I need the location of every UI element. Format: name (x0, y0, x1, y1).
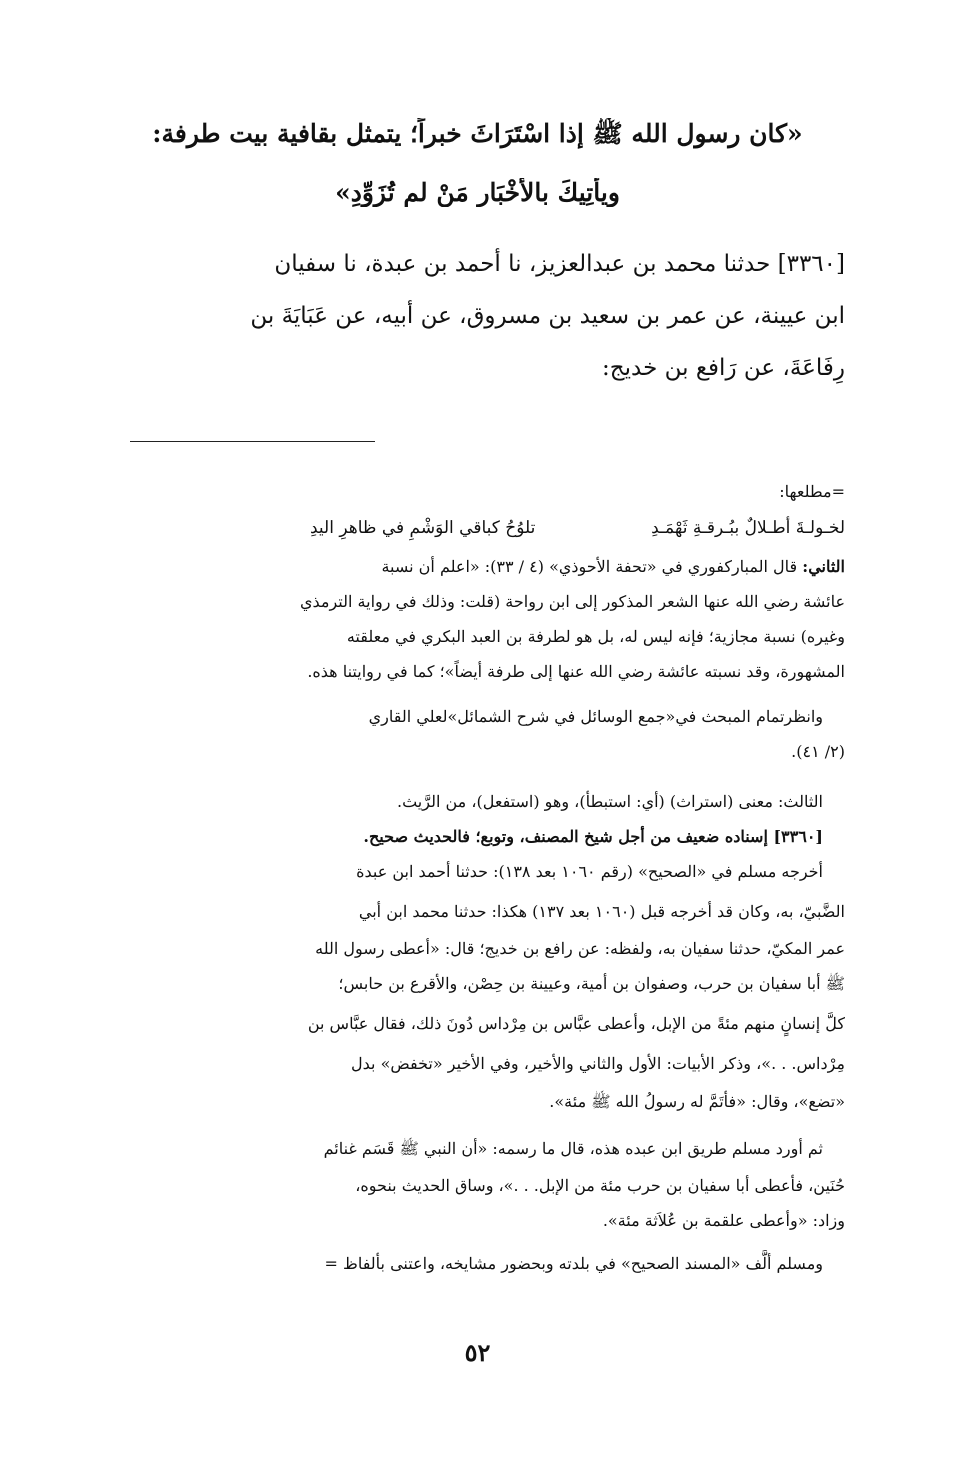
takhrij-line: ﷺ أبا سفيان بن حرب، وصفوان بن أمية، وعيينة بن حِصْن، والأقرع بن حابس؛ (338, 974, 845, 993)
grading-note: [٣٣٦٠] إسناده ضعيف من أجل شيخ المصنف، وتوبع؛ فالحديث صحيح. (363, 827, 823, 846)
second-route-line: ثم أورد مسلم طريق ابن عبده هذه، قال ما رسمه: «أن النبي ﷺ قَسَم غنائم (323, 1139, 823, 1158)
footnote-second (100, 553, 845, 581)
second-label: الثاني: (802, 557, 845, 576)
verse-second-half: تلوُحُ كباقي الوَشْمِ في ظاهرِ اليدِ (310, 518, 536, 538)
footnote-line: (٢/ ٤١). (791, 742, 845, 761)
takhrij-line: كلَّ إنسانٍ منهم مئةً من الإبل، وأعطى عبَّاس بن مِرْداس دُونَ ذلك، فقال عبَّاس بن (307, 1014, 845, 1033)
footnote-line: وانظرتمام المبحث في«جمع الوسائل في شرح الشمائل»لعلي القاري (368, 707, 823, 726)
heading-line-2: ويأْتِيكَ بالأَخْبَارِ مَنْ لم تُزَوِّدِ» (335, 178, 620, 207)
takhrij-line: عمر المكيّ، حدثنا سفيان به، ولفظه: عن رافع بن خديج؛ قال: «أعطى رسول الله (315, 939, 845, 958)
closing-line: ومسلم ألَّف «المسند الصحيح» في بلدته وبحضور مشايخه، واعتنى بألفاظ = (324, 1254, 823, 1273)
takhrij-line: «تضع»، وقال: «فأتَمَّ له رسولُ الله ﷺ مئة». (549, 1092, 845, 1111)
hadith-line: [٣٣٦٠] حدثنا محمد بن عبدالعزيز، نا أحمد بن عبدة، نا سفيان (274, 251, 845, 277)
page-number: ٥٢ (464, 1338, 491, 1367)
footnote-line: وغيره) نسبة مجازية؛ فإنه ليس له، بل هو لطرفة بن العبد البكري في معلقته (346, 627, 845, 646)
footnote-separator (130, 441, 375, 442)
verse-first-half: لخـولـةَ أطـلالٌ ببُـرقـةِ ثَهْمَـدِ (651, 518, 845, 538)
hadith-line: رِفَاعَةَ، عن رَافع بن خديج: (602, 355, 845, 381)
footnote-third (100, 788, 845, 816)
second-route-line: حُنَين، فأعطى أبا سفيان بن حرب مئة من الإبل. . .»، وساق الحديث بنحوه، (355, 1176, 845, 1195)
hadith-text (110, 238, 845, 394)
footnote-line: المشهورة، وقد نسبته عائشة رضي الله عنها إلى طرفة أيضاً»؛ كما في روايتنا هذه. (307, 662, 845, 681)
takhrij-line: مِرْداس. . .»، وذكر الأبيات: الأول والثاني والأخير، وفي الأخير «تخفض» بدل (351, 1054, 845, 1073)
footnote-continuation: =مطلعها: (779, 482, 845, 501)
hadith-line: ابن عيينة، عن عمر بن سعيد بن مسروق، عن أبيه، عن عَبَايَةَ بن (250, 303, 845, 329)
heading-line-1: «كان رسول الله ﷺ إذا اسْتَرَاثَ خبراً؛ يتمثل بقافية بيت طرفة: (152, 119, 803, 148)
third-text: معنى (استراث) (أي: استبطأ)، وهو (استفعل)، من الرَّيث. (397, 792, 773, 811)
footnote-line: عائشة رضي الله عنها الشعر المذكور إلى ابن رواحة (قلت: وذلك في رواية الترمذي (299, 592, 845, 611)
takhrij-line: الضَّبيّ، به، وكان قد أخرجه قبل (١٠٦٠ بعد ١٣٧) هكذا: حدثنا محمد ابن أبي (358, 902, 845, 921)
second-text: قال المباركفوري في «تحفة الأحوذي» (٤ / ٣٣): «اعلم أن نسبة (381, 557, 798, 576)
third-label: الثالث: (778, 792, 823, 811)
takhrij-line: أخرجه مسلم في «الصحيح» (رقم ١٠٦٠ بعد ١٣٨): حدثنا أحمد ابن عبدة (356, 862, 823, 881)
second-route-line: وزاد: «وأعطى علقمة بن عُلاَثة مئة». (602, 1211, 845, 1230)
poem-verse (100, 518, 845, 550)
